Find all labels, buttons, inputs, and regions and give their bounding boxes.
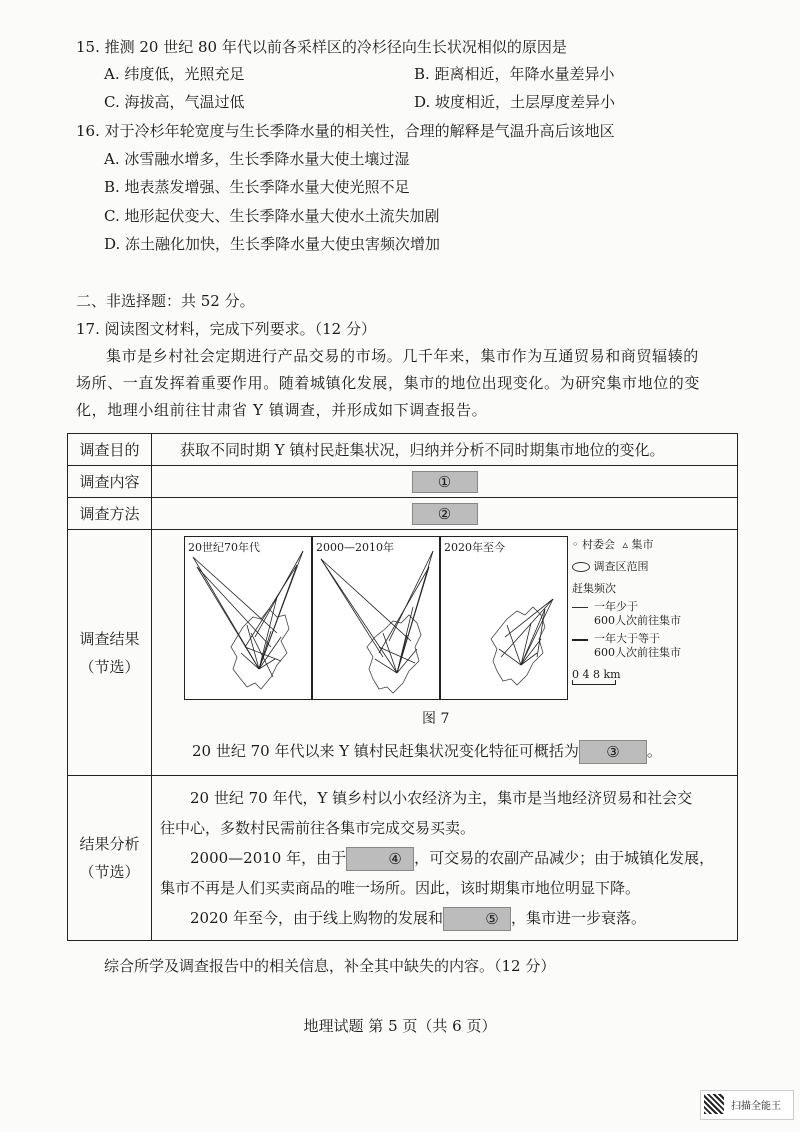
analysis-p2a-pre: 2000—2010 年，由于 <box>190 849 347 867</box>
q16-stem: 16. 对于冷杉年轮宽度与生长季降水量的相关性，合理的解释是气温升高后该地区 <box>76 122 615 140</box>
content-cell <box>152 466 738 498</box>
q16-option-c: C. 地形起伏变大、生长季降水量大使水土流失加剧 <box>104 207 440 225</box>
row-purpose <box>68 434 738 466</box>
market-symbol-icon: ▵ <box>622 538 629 551</box>
result-sentence-end: 。 <box>646 742 662 760</box>
analysis-p3-pre: 2020 年至今，由于线上购物的发展和 <box>190 909 443 927</box>
legend-area: 调查区范围 <box>593 560 649 573</box>
page-footer: 地理试题 第 5 页（共 6 页） <box>303 1017 497 1035</box>
legend-scale: 0 4 8 km <box>572 668 621 681</box>
analysis-label: 结果分析 <box>79 835 140 853</box>
blank-5[interactable]: ⑤ <box>443 907 511 931</box>
watermark-text: 扫描全能王 <box>731 1101 781 1112</box>
row-content <box>68 466 738 498</box>
result-sentence-text: 20 世纪 70 年代以来 Y 镇村民赶集状况变化特征可概括为 <box>192 742 579 760</box>
analysis-p3 <box>160 903 729 933</box>
scanner-watermark <box>700 1090 794 1120</box>
q17-intro <box>76 343 736 424</box>
analysis-label-cell <box>68 776 152 941</box>
blank-2[interactable]: ② <box>412 503 478 525</box>
legend-high-1: 一年大于等于 <box>594 632 660 645</box>
village-symbol-icon: ◦ <box>572 538 579 551</box>
section-heading: 二、非选择题：共 52 分。 <box>76 292 255 310</box>
q15-option-a: A. 纬度低，光照充足 <box>104 65 245 83</box>
q15-stem: 15. 推测 20 世纪 80 年代以前各采样区的冷杉径向生长状况相似的原因是 <box>76 38 567 56</box>
result-label-cell <box>68 530 152 776</box>
thick-line-icon <box>572 639 588 641</box>
analysis-p2a-post: ，可交易的农副产品减少；由于城镇化发展， <box>414 849 715 867</box>
q17-stem: 17. 阅读图文材料，完成下列要求。（12 分） <box>76 320 376 338</box>
map-legend <box>572 538 732 685</box>
analysis-p3-post: ，集市进一步衰落。 <box>510 909 646 927</box>
legend-freq-title: 赶集频次 <box>572 582 616 595</box>
analysis-cell <box>152 776 738 941</box>
map-title-1970s: 20世纪70年代 <box>188 541 260 554</box>
map-1970s-graphic <box>185 537 311 699</box>
map-1970s <box>184 536 312 700</box>
blank-1[interactable]: ① <box>412 471 478 493</box>
figure-caption: 图 7 <box>422 711 450 727</box>
legend-low-1: 一年少于 <box>594 600 638 613</box>
q15-option-b: B. 距离相近，年降水量差异小 <box>414 65 615 83</box>
analysis-p1a: 20 世纪 70 年代，Y 镇乡村以小农经济为主，集市是当地经济贸易和社会交 <box>190 789 693 807</box>
content-label: 调查内容 <box>68 466 152 498</box>
map-2020-now-graphic <box>441 537 567 699</box>
method-cell <box>152 498 738 530</box>
legend-row-high <box>572 632 732 660</box>
map-title-2020-now: 2020年至今 <box>444 541 505 554</box>
area-outline-icon <box>572 562 590 572</box>
legend-high-2: 600人次前往集市 <box>594 646 681 659</box>
legend-row-symbols <box>572 538 732 552</box>
analysis-sub: （节选） <box>79 863 140 881</box>
blank-3[interactable]: ③ <box>579 740 647 764</box>
thin-line-icon <box>572 607 588 608</box>
result-cell <box>152 530 738 776</box>
figure-area <box>152 530 737 775</box>
blank-4[interactable]: ④ <box>346 847 414 871</box>
map-title-2000-2010: 2000—2010年 <box>316 541 394 554</box>
q17-intro-line-1: 集市是乡村社会定期进行产品交易的市场。几千年来，集市作为互通贸易和商贸辐辏的 <box>106 347 699 365</box>
qr-code-icon <box>704 1094 724 1114</box>
analysis-p1b: 往中心，多数村民需前往各集市完成交易买卖。 <box>160 819 476 837</box>
q16-option-d: D. 冻土融化加快，生长季降水量大使虫害频次增加 <box>104 235 441 253</box>
row-result <box>68 530 738 776</box>
map-2020-now <box>440 536 568 700</box>
method-label: 调查方法 <box>68 498 152 530</box>
result-label: 调查结果 <box>79 629 140 648</box>
analysis-p2a <box>160 843 729 873</box>
result-sub: （节选） <box>79 657 140 676</box>
q15-option-c: C. 海拔高，气温过低 <box>104 93 245 111</box>
map-2000-2010 <box>312 536 440 700</box>
result-sentence <box>192 740 662 764</box>
map-2000-2010-graphic <box>313 537 439 699</box>
legend-market: 集市 <box>631 538 654 551</box>
q17-instruction: 综合所学及调查报告中的相关信息，补全其中缺失的内容。（12 分） <box>104 957 556 975</box>
purpose-text: 获取不同时期 Y 镇村民赶集状况，归纳并分析不同时期集市地位的变化。 <box>152 434 738 466</box>
q17-intro-line-2: 场所、一直发挥着重要作用。随着城镇化发展，集市的地位出现变化。为研究集市地位的变 <box>76 374 701 392</box>
purpose-label: 调查目的 <box>68 434 152 466</box>
legend-row-low <box>572 600 732 628</box>
analysis-p2b: 集市不再是人们买卖商品的唯一场所。因此，该时期集市地位明显下降。 <box>160 879 641 897</box>
q16-option-b: B. 地表蒸发增强、生长季降水量大使光照不足 <box>104 178 410 196</box>
q15-option-d: D. 坡度相近，土层厚度差异小 <box>414 93 616 111</box>
legend-row-area <box>572 560 732 574</box>
row-analysis <box>68 776 738 941</box>
legend-village: 村委会 <box>582 538 615 551</box>
q16-option-a: A. 冰雪融水增多，生长季降水量大使土壤过湿 <box>104 150 410 168</box>
row-method <box>68 498 738 530</box>
q17-intro-line-3: 化，地理小组前往甘肃省 Y 镇调查，并形成如下调查报告。 <box>76 401 488 419</box>
survey-report-table <box>67 433 738 941</box>
legend-low-2: 600人次前往集市 <box>594 614 681 627</box>
